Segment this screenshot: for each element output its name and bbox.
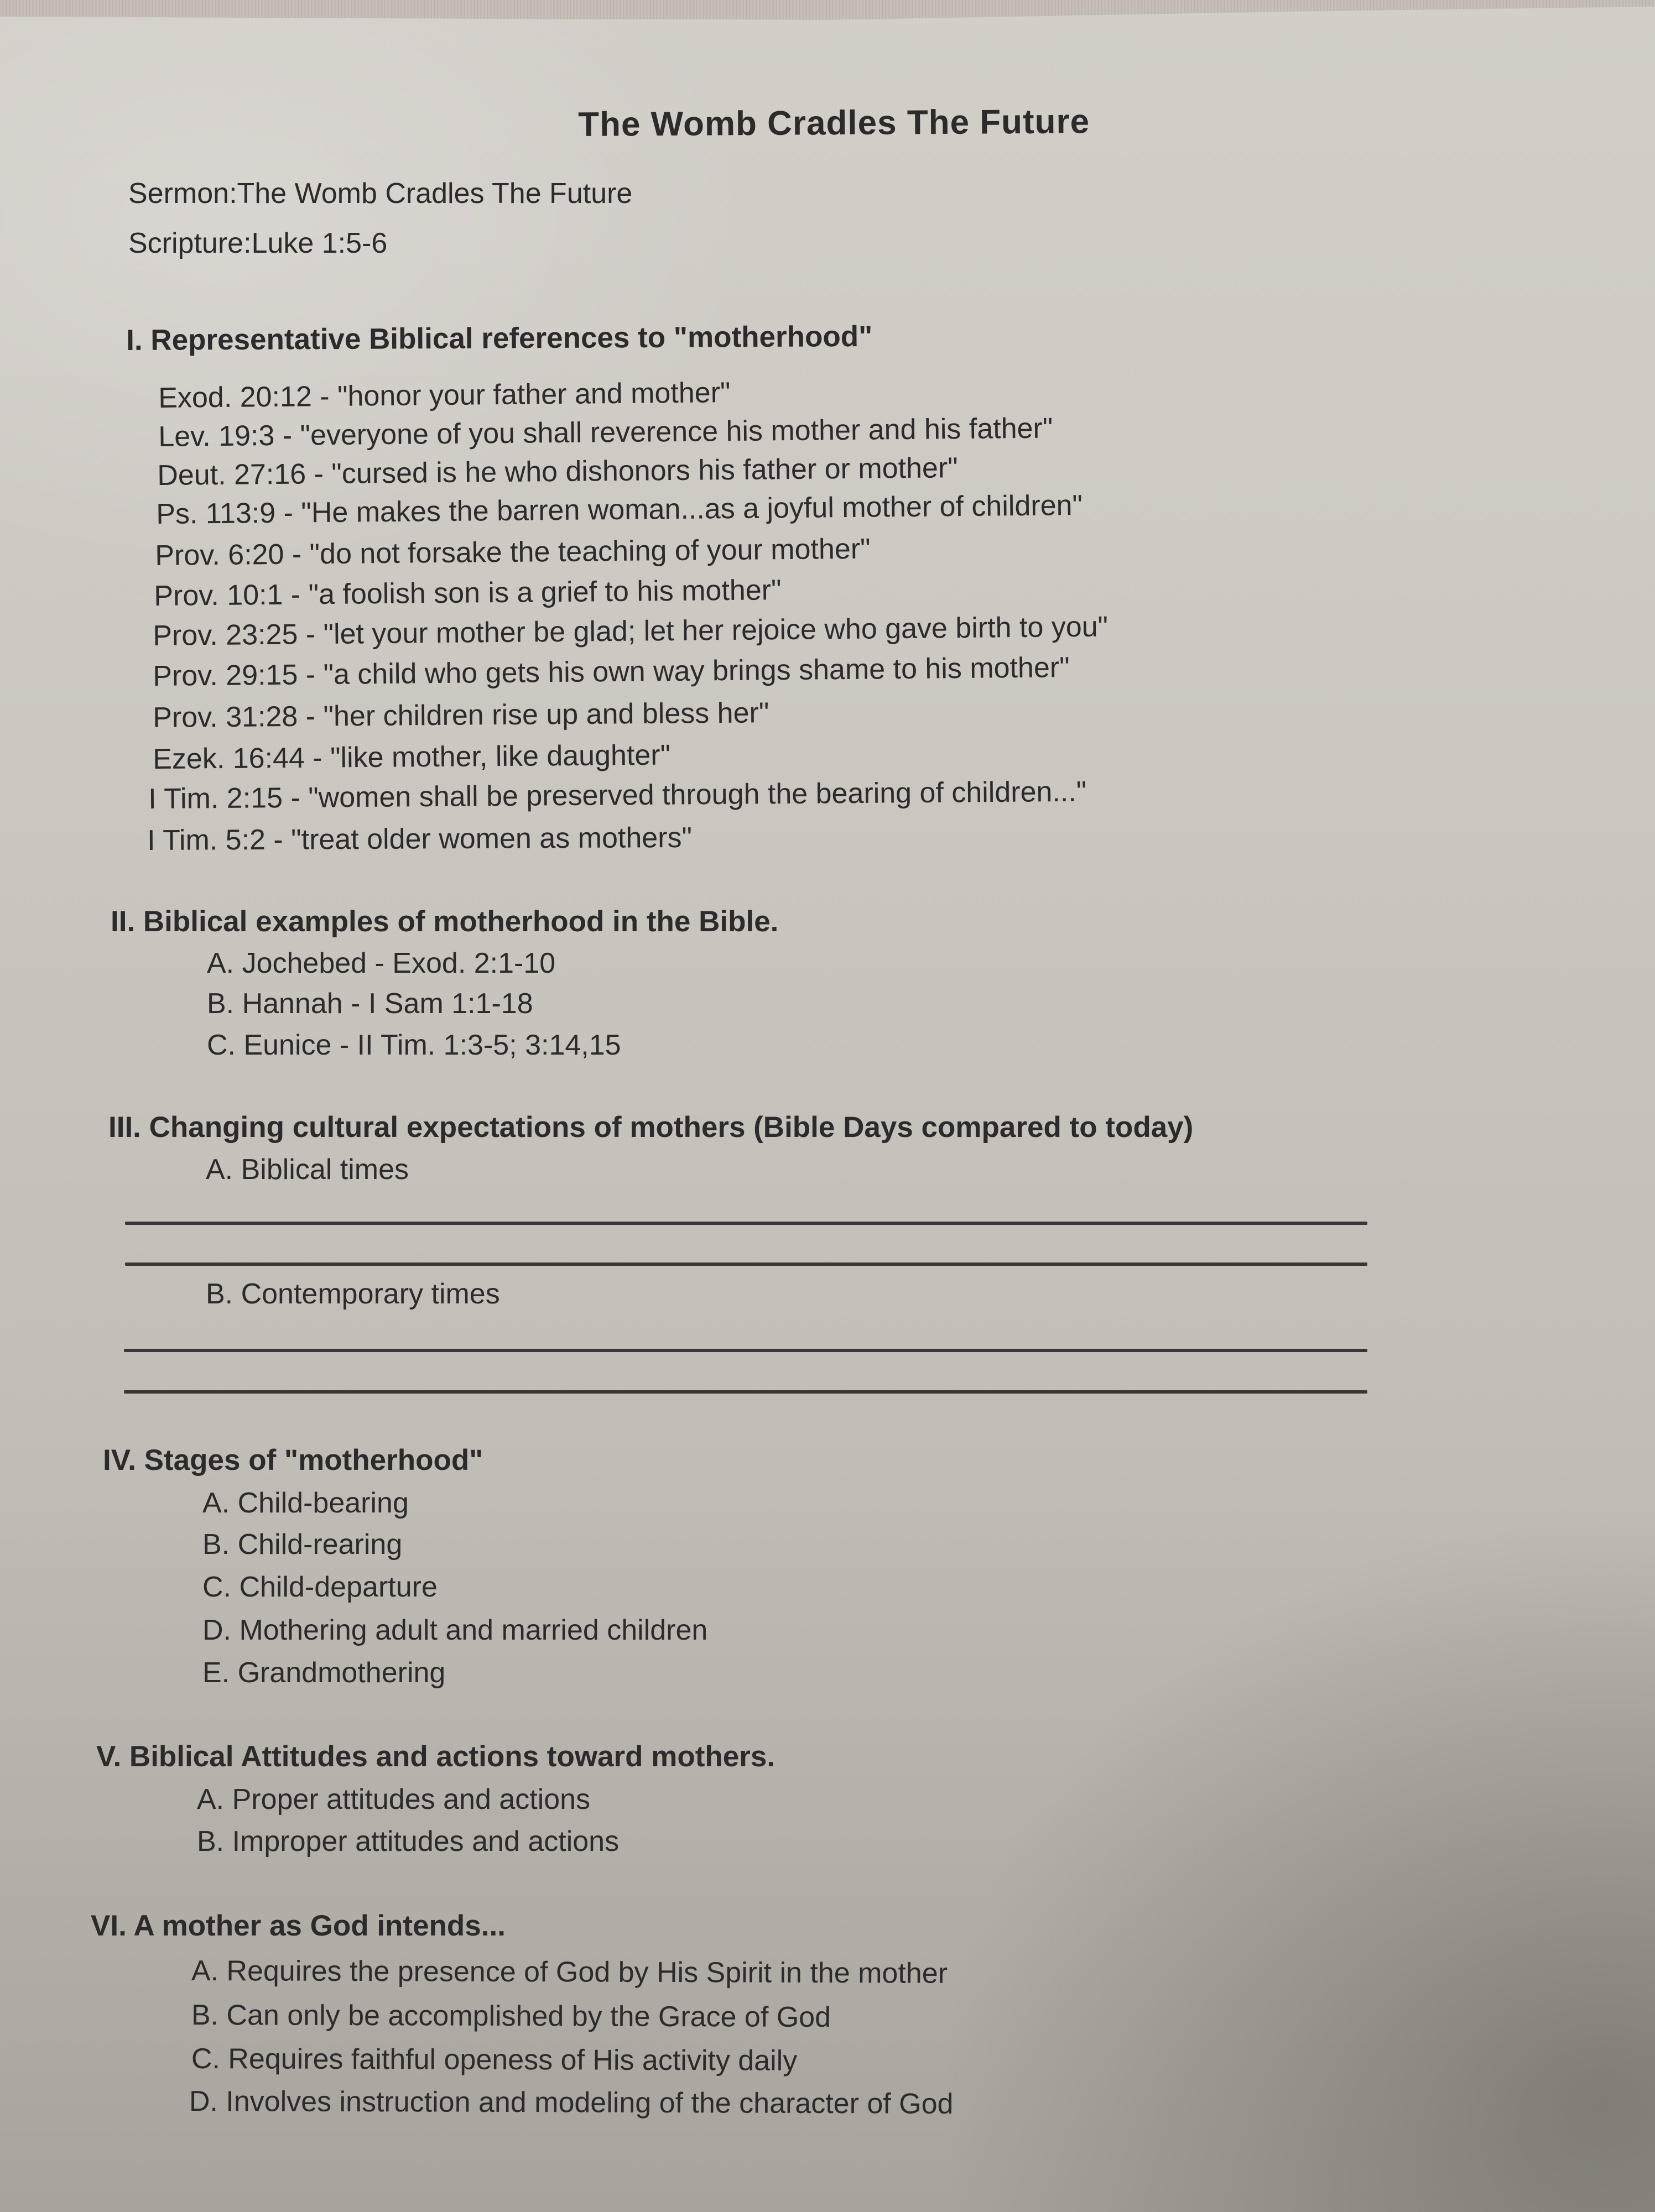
attitude-item: A. Proper attitudes and actions bbox=[197, 1783, 591, 1815]
example-item: A. Jochebed - Exod. 2:1-10 bbox=[207, 947, 556, 979]
sermon-line: Sermon:The Womb Cradles The Future bbox=[128, 178, 633, 210]
section-heading-4: IV. Stages of "motherhood" bbox=[103, 1444, 483, 1477]
attitude-item: B. Improper attitudes and actions bbox=[197, 1825, 620, 1858]
section-heading-3: III. Changing cultural expectations of mothers (Bible Days compared to today) bbox=[108, 1111, 1194, 1144]
reference-item: Prov. 10:1 - "a foolish son is a grief to his mother" bbox=[154, 574, 782, 612]
blank-writing-line bbox=[125, 1222, 1367, 1225]
blank-writing-line bbox=[124, 1349, 1367, 1352]
reference-item: Prov. 6:20 - "do not forsake the teaching of your mother" bbox=[155, 533, 871, 572]
intent-item: A. Requires the presence of God by His Spirit in the mother bbox=[191, 1955, 948, 1990]
intent-item: B. Can only be accomplished by the Grace of God bbox=[191, 1999, 831, 2034]
intent-item: C. Requires faithful openess of His activity daily bbox=[191, 2043, 798, 2077]
blank-writing-line bbox=[125, 1262, 1367, 1266]
scripture-line: Scripture:Luke 1:5-6 bbox=[128, 227, 388, 259]
reference-item: Exod. 20:12 - "honor your father and mother" bbox=[158, 377, 731, 414]
reference-item: I Tim. 2:15 - "women shall be preserved through the bearing of children..." bbox=[148, 775, 1087, 815]
example-item: C. Eunice - II Tim. 1:3-5; 3:14,15 bbox=[207, 1029, 621, 1061]
stage-item: A. Child-bearing bbox=[202, 1487, 409, 1519]
subsection-label: A. Biblical times bbox=[206, 1154, 409, 1186]
reference-item: Ezek. 16:44 - "like mother, like daughter" bbox=[153, 739, 671, 775]
reference-item: Deut. 27:16 - "cursed is he who dishonors his father or mother" bbox=[157, 452, 958, 492]
reference-item: Prov. 31:28 - "her children rise up and bless her" bbox=[153, 697, 769, 734]
reference-item: Ps. 113:9 - "He makes the barren woman...as a joyful mother of children" bbox=[156, 489, 1083, 530]
stage-item: D. Mothering adult and married children bbox=[202, 1614, 708, 1646]
section-heading-5: V. Biblical Attitudes and actions toward mothers. bbox=[96, 1740, 776, 1773]
stage-item: C. Child-departure bbox=[202, 1571, 438, 1603]
stage-item: B. Child-rearing bbox=[202, 1528, 403, 1561]
blank-writing-line bbox=[124, 1390, 1367, 1394]
reference-item: Prov. 29:15 - "a child who gets his own way brings shame to his mother" bbox=[153, 651, 1070, 692]
subsection-label: B. Contemporary times bbox=[206, 1278, 500, 1310]
reference-item: I Tim. 5:2 - "treat older women as mothers" bbox=[147, 821, 693, 857]
intent-item: D. Involves instruction and modeling of the character of God bbox=[189, 2085, 954, 2120]
document-title: The Womb Cradles The Future bbox=[578, 102, 1090, 144]
stage-item: E. Grandmothering bbox=[202, 1657, 446, 1689]
reference-item: Lev. 19:3 - "everyone of you shall reverence his mother and his father" bbox=[158, 412, 1053, 453]
example-item: B. Hannah - I Sam 1:1-18 bbox=[207, 988, 533, 1020]
section-heading-2: II. Biblical examples of motherhood in the Bible. bbox=[111, 905, 779, 938]
reference-item: Prov. 23:25 - "let your mother be glad; let her rejoice who gave birth to you" bbox=[153, 611, 1108, 652]
section-heading-6: VI. A mother as God intends... bbox=[91, 1910, 506, 1942]
section-heading-1: I. Representative Biblical references to "motherhood" bbox=[126, 320, 873, 357]
